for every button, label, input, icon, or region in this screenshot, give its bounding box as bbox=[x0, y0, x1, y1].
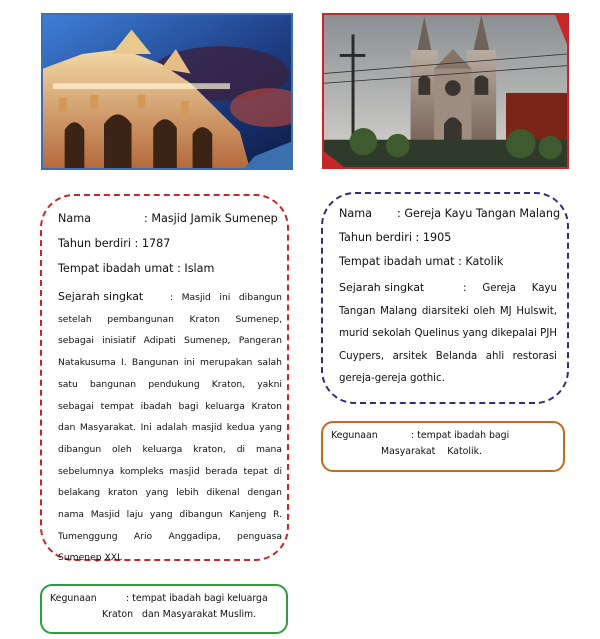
usage-line-1 bbox=[331, 428, 555, 444]
religion-label: Tempat ibadah umat bbox=[58, 262, 174, 275]
name-value: : Gereja Kayu Tangan Malang bbox=[397, 207, 561, 220]
history-label: Sejarah singkat bbox=[58, 290, 144, 303]
mosque-history bbox=[58, 286, 282, 569]
usage-text-2: Kraton dan Masyarakat Muslim. bbox=[102, 609, 257, 620]
church-info-card bbox=[321, 192, 569, 404]
mosque-year-row bbox=[58, 237, 170, 250]
religion-value: : Katolik bbox=[458, 255, 504, 268]
church-photo bbox=[322, 13, 569, 169]
church-name-row bbox=[339, 207, 560, 220]
mosque-religion-row bbox=[58, 262, 214, 275]
mosque-name-row bbox=[58, 212, 278, 225]
usage-label: Kegunaan bbox=[50, 593, 97, 604]
name-value: : Masjid Jamik Sumenep bbox=[144, 212, 278, 225]
mosque-usage-box bbox=[40, 584, 288, 634]
mosque-info-card bbox=[40, 194, 289, 564]
year-value: : 1905 bbox=[415, 231, 452, 244]
mosque-photo bbox=[41, 13, 293, 170]
history-label: Sejarah singkat bbox=[339, 281, 425, 294]
church-usage-box bbox=[321, 421, 565, 472]
church-history bbox=[339, 277, 557, 391]
year-label: Tahun berdiri bbox=[339, 231, 412, 244]
name-label: Nama bbox=[339, 207, 372, 220]
history-text: : Gereja Kayu Tangan Malang diarsiteki oleh MJ Hulswit, murid sekolah Quelinus yang dikepalai PJH Cuypers, arsitek Belanda ahli restorasi gereja-gereja gothic. bbox=[339, 283, 557, 384]
name-label: Nama bbox=[58, 212, 91, 225]
usage-line-1 bbox=[50, 591, 278, 607]
church-religion-row bbox=[339, 255, 503, 268]
usage-text-1: : tempat ibadah bagi keluarga bbox=[126, 593, 268, 604]
year-value: : 1787 bbox=[134, 237, 171, 250]
religion-label: Tempat ibadah umat bbox=[339, 255, 455, 268]
history-text: : Masjid ini dibangun setelah pembangunan Kraton Sumenep, sebagai inisiatif Adipati Sumenep, Pangeran Natakusuma I. Bangunan ini merupakan salah satu bangunan pendukung Kraton, yakni sebagai tempat ibadah bagi keluarga Kraton dan Masyarakat. Ini adalah masjid kedua yang dibangun oleh keluarga kraton, di mana sebelumnya kompleks masjid berada tepat di belakang kraton yang lebih dikenal dengan nama Masjid laju yang dibangun Kanjeng R. Tumenggung Ario Anggadipa, penguasa Sumenep XXI. bbox=[58, 292, 282, 564]
church-year-row bbox=[339, 231, 451, 244]
usage-text-2: Masyarakat Katolik. bbox=[381, 446, 482, 457]
year-label: Tahun berdiri bbox=[58, 237, 131, 250]
usage-label: Kegunaan bbox=[331, 430, 378, 441]
religion-value: : Islam bbox=[177, 262, 215, 275]
usage-text-1: : tempat ibadah bagi bbox=[411, 430, 510, 441]
